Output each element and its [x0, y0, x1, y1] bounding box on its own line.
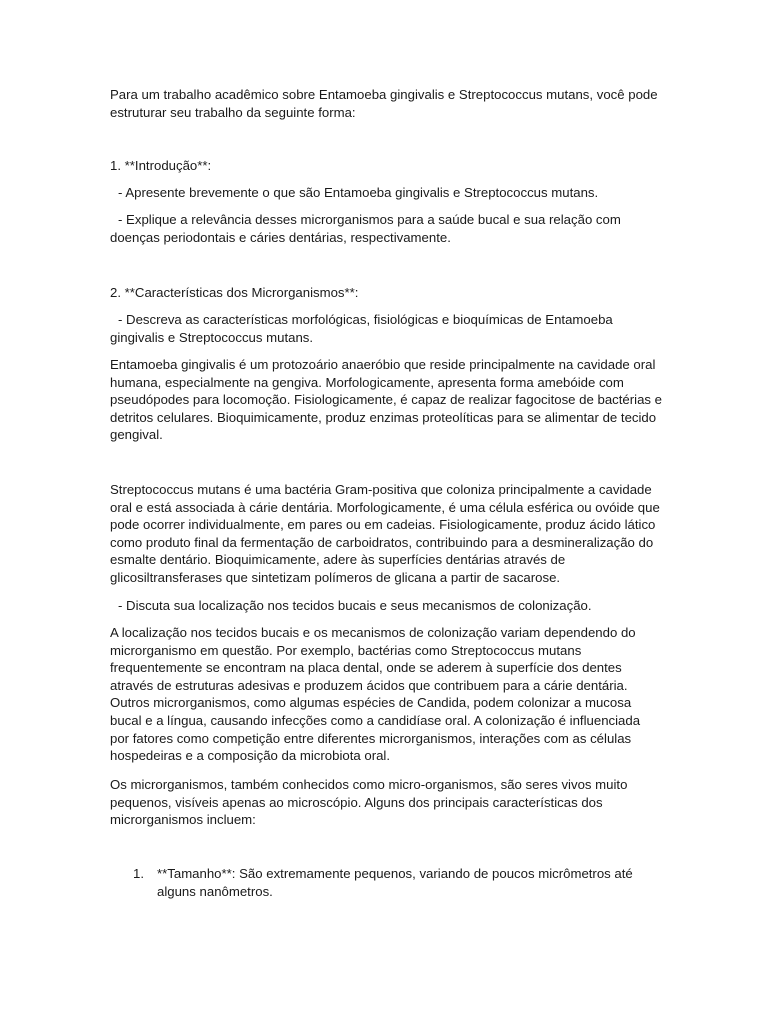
- section-heading-caracteristicas: 2. **Características dos Microrganismos**:: [110, 285, 359, 300]
- bullet-discuta: - Discuta sua localização nos tecidos bucais e seus mecanismos de colonização.: [118, 598, 592, 613]
- intro-paragraph: Para um trabalho acadêmico sobre Entamoeba gingivalis e Streptococcus mutans, você pode estruturar seu trabalho da seguinte forma:: [110, 87, 658, 120]
- paragraph-entamoeba: Entamoeba gingivalis é um protozoário anaeróbio que reside principalmente na cavidade oral humana, especialmente na gengiva. Morfologicamente, apresenta forma amebóide com pseudópodes para locomoção. Fisiologicamente, é capaz de realizar fagocitose de bactérias e detritos celulares. Bioquimicamente, produz enzimas proteolíticas para se alimentar de tecido gengival.: [110, 357, 663, 443]
- list-item: [110, 865, 662, 900]
- bullet-descreva: - Descreva as características morfológicas, fisiológicas e bioquímicas de Entamoeba gingivalis e Streptococcus mutans.: [110, 312, 613, 345]
- section-heading-introducao: 1. **Introdução**:: [110, 158, 212, 173]
- numbered-list: [110, 865, 662, 900]
- bullet-apresente: - Apresente brevemente o que são Entamoeba gingivalis e Streptococcus mutans.: [118, 185, 599, 200]
- list-item-number: 1.: [133, 866, 144, 881]
- list-item-text: **Tamanho**: São extremamente pequenos, variando de poucos micrômetros até alguns nanômetros.: [157, 866, 633, 899]
- paragraph-microrganismos: Os microrganismos, também conhecidos como micro-organismos, são seres vivos muito pequenos, visíveis apenas ao microscópio. Alguns dos principais características dos microrganismos incluem:: [110, 777, 628, 828]
- paragraph-streptococcus: Streptococcus mutans é uma bactéria Gram-positiva que coloniza principalmente a cavidade oral e está associada à cárie dentária. Morfologicamente, é uma célula esférica ou ovóide que pode ocorrer individualmente, em pares ou em cadeias. Fisiologicamente, produz ácido lático como produto final da fermentação de carboidratos, contribuindo para a desmineralização do esmalte dentário. Bioquimicamente, adere às superfícies dentárias através de glicosiltransferases que sintetizam polímeros de glicana a partir de sacarose.: [110, 482, 660, 585]
- bullet-explique: - Explique a relevância desses microrganismos para a saúde bucal e sua relação com doenças periodontais e cáries dentárias, respectivamente.: [110, 212, 621, 245]
- paragraph-localizacao: A localização nos tecidos bucais e os mecanismos de colonização variam dependendo do microrganismo em questão. Por exemplo, bactérias como Streptococcus mutans frequentemente se encontram na placa dental, onde se aderem à superfície dos dentes através de estruturas adesivas e produzem ácidos que contribuem para a cárie dentária. Outros microrganismos, como algumas espécies de Candida, podem colonizar a mucosa bucal e a língua, causando infecções como a candidíase oral. A colonização é influenciada por fatores como competição entre diferentes microrganismos, interações com as células hospedeiras e a composição da microbiota oral.: [110, 625, 641, 764]
